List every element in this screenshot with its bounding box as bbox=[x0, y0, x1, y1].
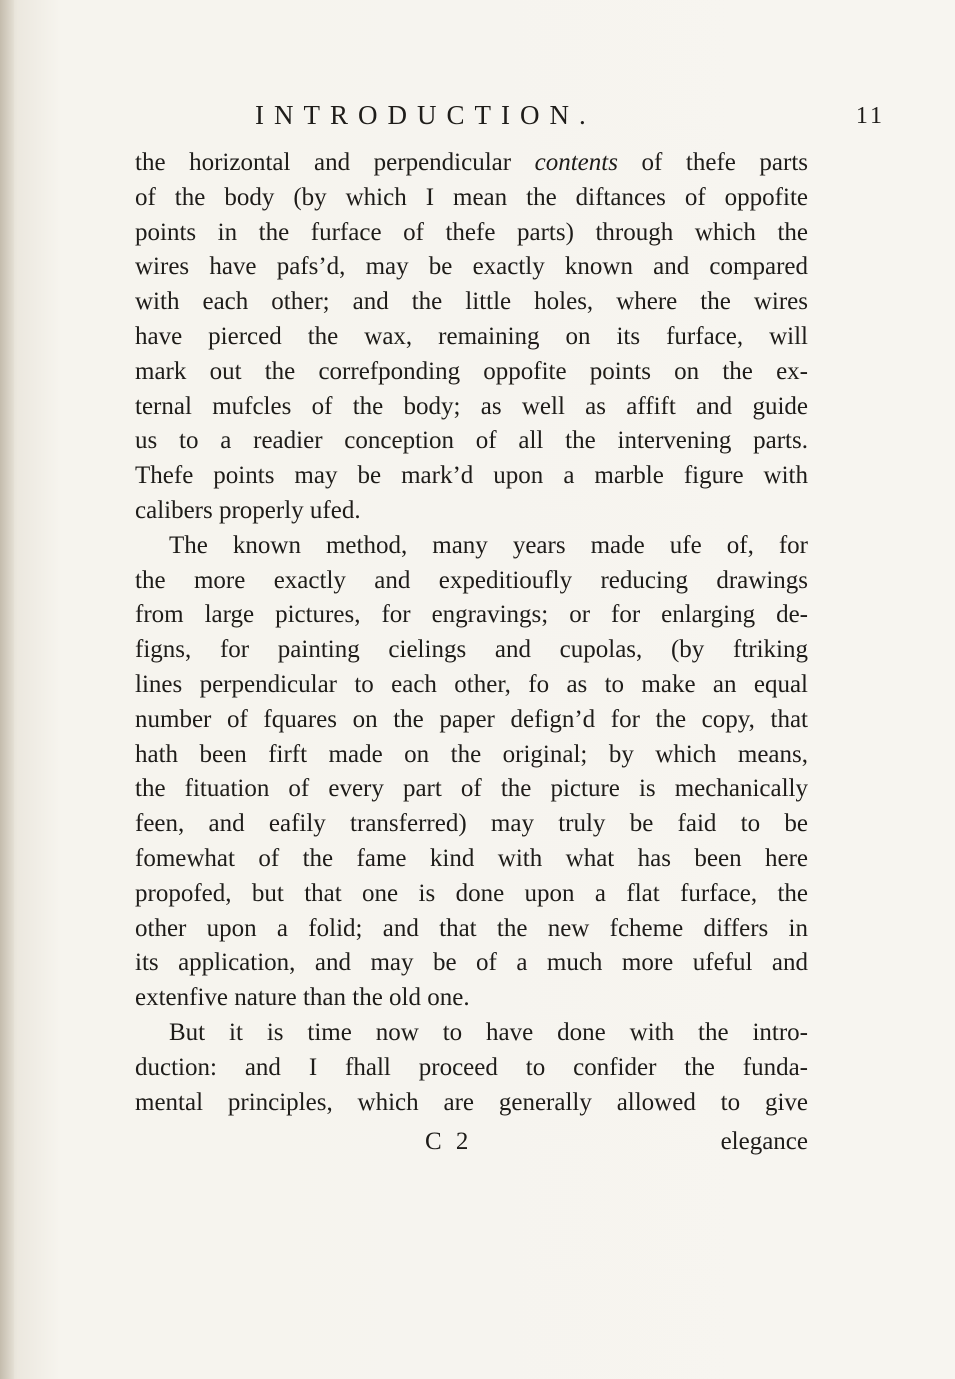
text-line: ternal mufcles of the body; as well as affift and guide bbox=[135, 392, 808, 420]
text-line: calibers properly ufed. bbox=[135, 496, 361, 524]
text-line: wires have pafs’d, may be exactly known and compared bbox=[135, 253, 808, 281]
text-line: its application, and may be of a much more ufeful and bbox=[135, 949, 808, 977]
page-number: 11 bbox=[855, 103, 885, 129]
text-line: The known method, many years made ufe of, for bbox=[169, 531, 808, 559]
text-line: fomewhat of the fame kind with what has been here bbox=[135, 844, 808, 872]
text-line: us to a readier conception of all the intervening parts. bbox=[135, 427, 808, 455]
text-line: of the body (by which I mean the diftances of oppofite bbox=[135, 183, 808, 211]
page-gutter bbox=[0, 0, 14, 1379]
text-line: have pierced the wax, remaining on its furface, will bbox=[135, 322, 808, 350]
page-footer bbox=[135, 1128, 808, 1164]
text-line: the more exactly and expeditioufly reducing drawings bbox=[135, 566, 808, 594]
text-line: duction: and I fhall proceed to confider the funda- bbox=[135, 1053, 808, 1081]
text-line: with each other; and the little holes, where the wires bbox=[135, 288, 808, 316]
text-line: mark out the correfponding oppofite points on the ex- bbox=[135, 357, 808, 385]
text-line: the fituation of every part of the picture is mechanically bbox=[135, 775, 808, 803]
paragraph bbox=[135, 529, 808, 1016]
text-line: feen, and eafily transferred) may truly be faid to be bbox=[135, 810, 808, 838]
text-line: mental principles, which are generally allowed to give bbox=[135, 1088, 808, 1116]
text-line: the horizontal and perpendicular contents of thefe parts bbox=[135, 149, 809, 176]
text-line: extenfive nature than the old one. bbox=[135, 984, 470, 1012]
text-line: Thefe points may be mark’d upon a marble figure with bbox=[135, 462, 808, 490]
catchword: elegance bbox=[720, 1128, 808, 1155]
paragraph bbox=[135, 146, 808, 529]
paragraph bbox=[135, 1016, 808, 1120]
text-line: from large pictures, for engravings; or for enlarging de- bbox=[135, 601, 808, 629]
italic-word: contents bbox=[534, 149, 618, 176]
text-line: hath been firft made on the original; by which means, bbox=[135, 740, 808, 768]
text-line: other upon a folid; and that the new fcheme differs in bbox=[135, 914, 808, 942]
signature-mark: C 2 bbox=[425, 1128, 473, 1155]
text-line: lines perpendicular to each other, fo as to make an equal bbox=[135, 670, 808, 698]
body-text bbox=[135, 146, 808, 1120]
running-head-title: INTRODUCTION. bbox=[255, 100, 596, 130]
text-line: propofed, but that one is done upon a flat furface, the bbox=[135, 879, 808, 907]
text-line: number of fquares on the paper defign’d for the copy, that bbox=[135, 705, 808, 733]
running-head bbox=[135, 100, 885, 140]
text-line: figns, for painting cielings and cupolas, (by ftriking bbox=[135, 636, 808, 664]
text-line: points in the furface of thefe parts) through which the bbox=[135, 218, 808, 246]
text-line: But it is time now to have done with the intro- bbox=[169, 1018, 808, 1046]
